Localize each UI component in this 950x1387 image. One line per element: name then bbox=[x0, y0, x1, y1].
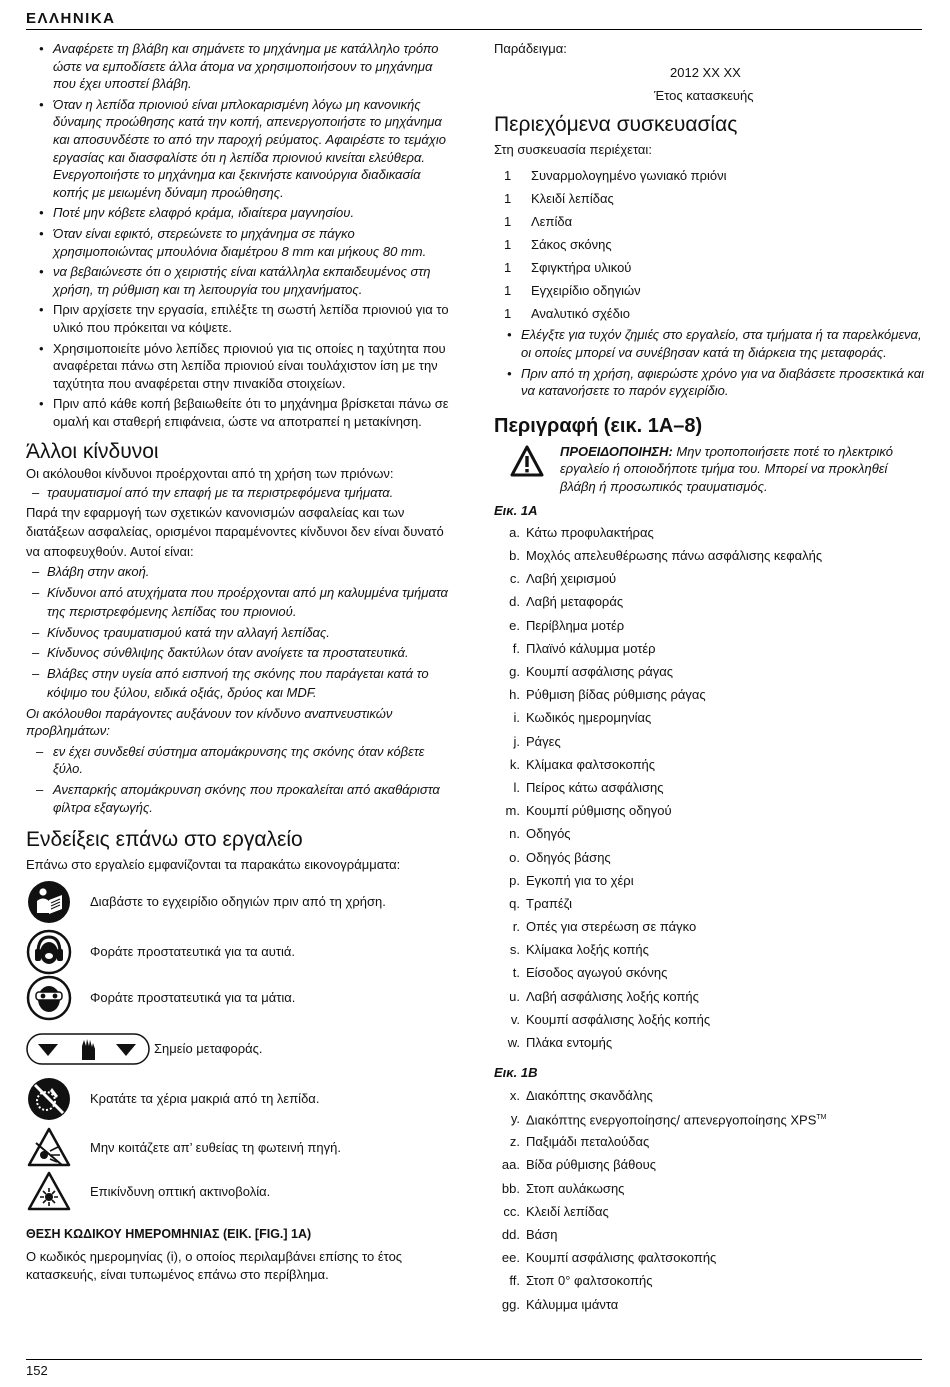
residual-risk-item: – Κίνδυνοι από ατυχήματα που προέρχονται από μη καλυμμένα τμήματα της περιστρεφόμενης λεπίδας του πριονιού. bbox=[32, 584, 448, 620]
parts-item-text: Διακόπτης ενεργοποίησης/ απενεργοποίησης XPS bbox=[526, 1112, 817, 1128]
parts-item-letter: ee. bbox=[501, 1250, 520, 1266]
package-item bbox=[494, 210, 924, 233]
parts-item-text: Κλειδί λεπίδας bbox=[526, 1203, 609, 1219]
parts-list-item bbox=[494, 1223, 924, 1246]
package-item bbox=[494, 164, 924, 187]
carry-point-icon bbox=[26, 1032, 150, 1066]
package-intro: Στη συσκευασία περιέχεται: bbox=[494, 141, 652, 157]
parts-item-name bbox=[526, 802, 672, 820]
right-column bbox=[494, 40, 924, 1316]
symbol-row bbox=[26, 1126, 456, 1170]
package-item-qty: 1 bbox=[504, 214, 512, 230]
parts-item-letter: y. bbox=[510, 1111, 520, 1127]
parts-item-text: Ράγες bbox=[526, 733, 561, 749]
parts-item-text: Κουμπί ασφάλισης λοξής κοπής bbox=[526, 1011, 711, 1027]
parts-list-item bbox=[494, 1246, 924, 1269]
package-bullet: • Ελέγξτε για τυχόν ζημιές στο εργαλείο, στα τμήματα ή τα παρελκόμενα, οι οποίες μπορεί να συνέβησαν κατά τη διάρκεια της μεταφοράς. bbox=[494, 326, 924, 361]
parts-item-letter: u. bbox=[509, 988, 520, 1004]
package-item-qty: 1 bbox=[504, 168, 512, 184]
residual-risk-item: – Κίνδυνος σύνθλιψης δακτύλων όταν ανοίγετε τα προστατευτικά. bbox=[32, 645, 409, 661]
symbol-text: Διαβάστε το εγχειρίδιο οδηγιών πριν από τη χρήση. bbox=[90, 894, 386, 910]
parts-item-letter: q. bbox=[509, 895, 520, 911]
parts-item-name bbox=[526, 756, 655, 774]
parts-list-item bbox=[494, 1200, 924, 1223]
safety-bullet: • Όταν είναι εφικτό, στερεώνετε το μηχάνημα σε πάγκο χρησιμοποιώντας μπουλόνια διαμέτρου 8 mm και μήκους 80 mm. bbox=[26, 225, 456, 260]
parts-item-text: Εγκοπή για το χέρι bbox=[526, 872, 634, 888]
safety-bullet: • Όταν η λεπίδα πριονιού είναι μπλοκαρισμένη λόγω μη κανονικής δύναμης προώθησης κατά την κοπή, απενεργοποιήστε το μηχάνημα και αποσυνδέστε το από την παροχή ρεύματος. Αφαιρέστε το τεμάχιο εργασίας και διασφαλίστε ότι η λεπίδα πριονιού κινείται ελεύθερα. Ενεργοποιήστε το μηχάνημα και ξεκινήστε καινούργια διαδικασία κοπής με μειωμένη δύναμη προώθησης. bbox=[26, 96, 456, 202]
parts-item-name bbox=[526, 1034, 612, 1052]
read-manual-icon bbox=[26, 879, 72, 925]
respiratory-factor-text: Ανεπαρκής απομάκρυνση σκόνης που προκαλείται από ακαθάριστα φίλτρα εξαγωγής. bbox=[53, 782, 440, 815]
markings-intro: Επάνω στο εργαλείο εμφανίζονται τα παρακάτω εικονογράμματα: bbox=[26, 857, 401, 873]
package-contents-heading: Περιεχόμενα συσκευασίας bbox=[494, 112, 738, 136]
parts-list-item bbox=[494, 1130, 924, 1153]
parts-item-name bbox=[526, 1133, 649, 1151]
parts-item-letter: cc. bbox=[503, 1203, 520, 1219]
parts-item-name bbox=[526, 1156, 656, 1174]
symbol-text: Μην κοιτάζετε απ’ ευθείας τη φωτεινή πηγή. bbox=[90, 1140, 341, 1156]
parts-list-item bbox=[494, 985, 924, 1008]
page-number: 152 bbox=[26, 1363, 48, 1378]
symbol-row bbox=[26, 1170, 456, 1214]
parts-item-text: Οδηγός bbox=[526, 826, 571, 842]
package-item-name: Κλειδί λεπίδας bbox=[531, 191, 614, 207]
parts-item-letter: p. bbox=[509, 872, 520, 888]
parts-item-text: Κωδικός ημερομηνίας bbox=[526, 710, 652, 726]
package-item-qty: 1 bbox=[504, 260, 512, 276]
parts-item-text: Διακόπτης σκανδάλης bbox=[526, 1087, 653, 1103]
safety-bullet: • Ποτέ μην κόβετε ελαφρό κράμα, ιδιαίτερα μαγνησίου. bbox=[26, 204, 456, 222]
left-column bbox=[26, 40, 456, 1284]
parts-list-item bbox=[494, 568, 924, 591]
example-code: 2012 XX XX bbox=[670, 64, 741, 80]
parts-item-text: Μοχλός απελευθέρωσης πάνω ασφάλισης κεφαλής bbox=[526, 548, 823, 564]
parts-item-letter: d. bbox=[509, 594, 520, 610]
parts-item-name bbox=[526, 593, 623, 611]
parts-item-name bbox=[526, 872, 634, 890]
parts-list-item bbox=[494, 869, 924, 892]
parts-item-letter: i. bbox=[513, 710, 520, 726]
residual-risk-item: – Βλάβες στην υγεία από εισπνοή της σκόνης που παράγεται κατά το κόψιμο του ξύλου, ειδικά οξιάς, δρύος και MDF. bbox=[32, 665, 429, 701]
parts-item-name bbox=[526, 547, 822, 565]
description-heading: Περιγραφή (εικ. 1A–8) bbox=[494, 414, 703, 437]
date-code-heading: ΘΕΣΗ ΚΩΔΙΚΟΥ ΗΜΕΡΟΜΗΝΙΑΣ (ΕΙΚ. [FIG.] 1A) bbox=[26, 1226, 312, 1241]
parts-list-item bbox=[494, 707, 924, 730]
parts-item-letter: gg. bbox=[501, 1296, 520, 1312]
parts-list-item bbox=[494, 846, 924, 869]
warning-text: ΠΡΟΕΙΔΟΠΟΙΗΣΗ: Μην τροποποιήσετε ποτέ το ηλεκτρικό εργαλείο ή οποιοδήποτε τμήμα του. Μπορεί να προκληθεί βλάβη ή προσωπικός τραυματισμός. bbox=[560, 443, 893, 494]
symbol-text: Φοράτε προστατευτικά για τα μάτια. bbox=[90, 990, 296, 1006]
parts-item-letter: c. bbox=[509, 571, 520, 587]
package-item-qty: 1 bbox=[504, 283, 512, 299]
symbol-row bbox=[26, 1076, 456, 1122]
safety-bullet: • να βεβαιώνεστε ότι ο χειριστής είναι κατάλληλα εκπαιδευμένος στη χρήση, τη ρύθμιση και τη λειτουργία του μηχανήματος. bbox=[26, 263, 456, 298]
parts-item-letter: g. bbox=[509, 664, 520, 680]
parts-list-item bbox=[494, 823, 924, 846]
package-item bbox=[494, 302, 924, 325]
parts-item-letter: ff. bbox=[509, 1273, 520, 1289]
symbol-row bbox=[26, 975, 456, 1021]
safety-bullet: • Πριν αρχίσετε την εργασία, επιλέξτε τη σωστή λεπίδα πριονιού για το υλικό που πρόκειται να κόψετε. bbox=[26, 301, 456, 336]
parts-item-name bbox=[526, 849, 611, 867]
parts-item-name bbox=[526, 1249, 716, 1267]
parts-item-name bbox=[526, 663, 673, 681]
safety-bullet: • Αναφέρετε τη βλάβη και σημάνετε το μηχάνημα με κατάλληλο τρόπο ώστε να εμποδίσετε άλλα άτομα να χρησιμοποιήσουν το μηχάνημα που έχει υποστεί βλάβη. bbox=[26, 40, 456, 93]
parts-list-item bbox=[494, 939, 924, 962]
parts-item-text: Πείρος κάτω ασφάλισης bbox=[526, 779, 664, 795]
parts-item-letter: x. bbox=[509, 1087, 520, 1103]
safety-bullet-list bbox=[26, 40, 456, 430]
parts-item-name bbox=[526, 733, 561, 751]
parts-item-text: Κουμπί ρύθμισης οδηγού bbox=[526, 803, 672, 819]
residual-risk-text: Κίνδυνος τραυματισμού κατά την αλλαγή λεπίδας. bbox=[47, 624, 330, 640]
parts-item-text: Βίδα ρύθμισης βάθους bbox=[526, 1157, 656, 1173]
parts-item-name bbox=[526, 988, 699, 1006]
parts-item-letter: o. bbox=[509, 849, 520, 865]
keep-hands-away-icon bbox=[26, 1076, 72, 1122]
parts-list-item bbox=[494, 1177, 924, 1200]
parts-list-item bbox=[494, 962, 924, 985]
symbol-text: Κρατάτε τα χέρια μακριά από τη λεπίδα. bbox=[90, 1091, 320, 1107]
parts-item-letter: w. bbox=[507, 1035, 520, 1051]
safety-bullet: • Χρησιμοποιείτε μόνο λεπίδες πριονιού για τις οποίες η ταχύτητα που αναφέρεται πάνω στη λεπίδα πριονιού είναι τουλάχιστον ίση με την ταχύτητα που αναφέρεται στην πινακίδα στοιχείων. bbox=[26, 340, 456, 393]
fig-1b-label: Εικ. 1B bbox=[494, 1065, 538, 1081]
respiratory-factors-intro: Οι ακόλουθοι παράγοντες αυξάνουν τον κίνδυνο αναπνευστικών προβλημάτων: bbox=[26, 705, 393, 739]
parts-item-name bbox=[526, 779, 664, 797]
package-item-name: Συναρμολογημένο γωνιακό πριόνι bbox=[531, 168, 727, 184]
parts-item-letter: bb. bbox=[501, 1180, 520, 1196]
parts-item-letter: dd. bbox=[501, 1226, 520, 1242]
parts-item-letter: b. bbox=[509, 548, 520, 564]
symbol-row bbox=[26, 929, 456, 975]
respiratory-factor-item: – εν έχει συνδεθεί σύστημα απομάκρυνσης της σκόνης όταν κόβετε ξύλο. bbox=[36, 743, 425, 777]
parts-item-letter: a. bbox=[509, 524, 520, 540]
parts-list-item bbox=[494, 614, 924, 637]
parts-item-letter: z. bbox=[509, 1134, 520, 1150]
example-label: Παράδειγμα: bbox=[494, 41, 567, 56]
residual-risk-text: Βλάβες στην υγεία από εισπνοή της σκόνης που παράγεται κατά το κόψιμο του ξύλου, ειδικά οξιάς, δρύος και MDF. bbox=[47, 665, 429, 701]
parts-item-text: Κάτω προφυλακτήρας bbox=[526, 524, 654, 540]
parts-item-letter: v. bbox=[510, 1011, 520, 1027]
package-bullet-list bbox=[494, 326, 924, 399]
ear-protection-icon bbox=[26, 929, 72, 975]
parts-item-text: Κουμπί ασφάλισης φαλτσοκοπής bbox=[526, 1250, 717, 1266]
parts-item-name bbox=[526, 1011, 710, 1029]
residual-risk-text: Βλάβη στην ακοή. bbox=[47, 564, 150, 580]
parts-list-item bbox=[494, 521, 924, 544]
parts-item-name bbox=[526, 617, 624, 635]
footer-rule bbox=[26, 1359, 922, 1360]
example-caption: Έτος κατασκευής bbox=[654, 88, 754, 104]
package-items-list bbox=[494, 164, 924, 325]
symbol-text: Επικίνδυνη οπτική ακτινοβολία. bbox=[90, 1184, 271, 1200]
parts-item-letter: m. bbox=[505, 803, 520, 819]
parts-item-letter: r. bbox=[512, 919, 520, 935]
residual-risks-list bbox=[26, 562, 456, 703]
parts-item-letter: l. bbox=[513, 779, 520, 795]
symbol-text: Φοράτε προστατευτικά για τα αυτιά. bbox=[90, 944, 296, 960]
residual-risk-item: – Βλάβη στην ακοή. bbox=[32, 564, 150, 580]
parts-item-name bbox=[526, 1296, 618, 1314]
parts-item-name bbox=[526, 709, 651, 727]
respiratory-factor-item: – Ανεπαρκής απομάκρυνση σκόνης που προκαλείται από ακαθάριστα φίλτρα εξαγωγής. bbox=[36, 782, 440, 815]
parts-item-name bbox=[526, 941, 649, 959]
safety-bullet: • Πριν από κάθε κοπή βεβαιωθείτε ότι το μηχάνημα βρίσκεται πάνω σε ομαλή και σταθερή επιφάνεια, ώστε να αποτραπεί η μετακίνηση. bbox=[26, 395, 456, 430]
respiratory-factors-list bbox=[26, 743, 456, 816]
parts-item-text: Είσοδος αγωγού σκόνης bbox=[526, 965, 668, 981]
package-item bbox=[494, 256, 924, 279]
parts-item-name bbox=[526, 918, 696, 936]
optical-radiation-icon bbox=[26, 1169, 72, 1215]
parts-list-item bbox=[494, 730, 924, 753]
other-risks-dash-item: – τραυματισμοί από την επαφή με τα περιστρεφόμενα τμήματα. bbox=[32, 485, 394, 501]
other-risks-heading: Άλλοι κίνδυνοι bbox=[26, 440, 159, 464]
parts-item-name bbox=[526, 964, 667, 982]
parts-item-text: Κλίμακα λοξής κοπής bbox=[526, 942, 649, 958]
markings-heading: Ενδείξεις επάνω στο εργαλείο bbox=[26, 828, 303, 852]
parts-item-name bbox=[526, 524, 654, 542]
other-risks-intro: Οι ακόλουθοι κίνδυνοι προέρχονται από τη χρήση των πριόνων: bbox=[26, 466, 394, 482]
package-item-qty: 1 bbox=[504, 237, 512, 253]
parts-item-text: Πλαϊνό κάλυμμα μοτέρ bbox=[526, 640, 656, 656]
residual-risk-text: Κίνδυνοι από ατυχήματα που προέρχονται από μη καλυμμένα τμήματα της περιστρεφόμενης λεπίδας του πριονιού. bbox=[47, 584, 448, 620]
parts-item-name bbox=[526, 1203, 609, 1221]
package-item bbox=[494, 233, 924, 256]
parts-item-name bbox=[526, 1272, 653, 1290]
parts-item-text: Ρύθμιση βίδας ρύθμισης ράγας bbox=[526, 687, 706, 703]
parts-item-letter: aa. bbox=[501, 1157, 520, 1173]
parts-item-letter: h. bbox=[509, 687, 520, 703]
parts-list-item bbox=[494, 799, 924, 822]
package-item bbox=[494, 279, 924, 302]
language-header: ΕΛΛΗΝΙΚΑ bbox=[26, 10, 116, 27]
parts-list-item bbox=[494, 892, 924, 915]
parts-item-name bbox=[526, 640, 656, 658]
parts-item-text: Τραπέζι bbox=[526, 895, 573, 911]
residual-risk-text: Κίνδυνος σύνθλιψης δακτύλων όταν ανοίγετε τα προστατευτικά. bbox=[47, 645, 409, 661]
parts-list-item bbox=[494, 1293, 924, 1316]
package-item bbox=[494, 187, 924, 210]
parts-item-letter: n. bbox=[509, 826, 520, 842]
parts-item-text: Στοπ αυλάκωσης bbox=[526, 1180, 625, 1196]
fig-1a-parts-list bbox=[494, 521, 924, 1054]
package-item-name: Εγχειρίδιο οδηγιών bbox=[531, 283, 641, 299]
parts-list-item bbox=[494, 660, 924, 683]
parts-item-text: Πλάκα εντομής bbox=[526, 1035, 613, 1051]
parts-item-letter: f. bbox=[512, 640, 520, 656]
parts-item-text: Οδηγός βάσης bbox=[526, 849, 611, 865]
parts-item-name bbox=[526, 570, 616, 588]
parts-list-item bbox=[494, 1270, 924, 1293]
symbol-row bbox=[26, 1032, 456, 1066]
parts-list-item bbox=[494, 753, 924, 776]
no-stare-light-icon bbox=[26, 1125, 72, 1171]
parts-item-name bbox=[526, 686, 706, 704]
parts-item-letter: t. bbox=[512, 965, 520, 981]
parts-item-text: Λαβή μεταφοράς bbox=[526, 594, 624, 610]
parts-item-text: Λαβή ασφάλισης λοξής κοπής bbox=[526, 988, 699, 1004]
parts-item-text: Κάλυμμα ιμάντα bbox=[526, 1296, 619, 1312]
parts-item-name bbox=[526, 1087, 653, 1105]
parts-list-item bbox=[494, 915, 924, 938]
header-rule bbox=[26, 29, 922, 30]
parts-item-name bbox=[526, 895, 572, 913]
residual-risk-item: – Κίνδυνος τραυματισμού κατά την αλλαγή λεπίδας. bbox=[32, 624, 330, 640]
package-item-name: Λεπίδα bbox=[531, 214, 573, 230]
fig-1b-parts-list bbox=[494, 1084, 924, 1316]
package-item-name: Σφιγκτήρα υλικού bbox=[531, 260, 632, 276]
trademark-sup: TM bbox=[816, 1113, 827, 1121]
parts-item-letter: e. bbox=[509, 617, 520, 633]
fig-1a-label: Εικ. 1A bbox=[494, 502, 538, 518]
symbol-list bbox=[26, 879, 456, 1214]
parts-item-letter: s. bbox=[509, 942, 520, 958]
package-item-qty: 1 bbox=[504, 306, 512, 322]
parts-list-item bbox=[494, 591, 924, 614]
package-item-qty: 1 bbox=[504, 191, 512, 207]
package-item-name: Αναλυτικό σχέδιο bbox=[531, 306, 630, 322]
parts-item-text: Στοπ 0° φαλτσοκοπής bbox=[526, 1273, 653, 1289]
parts-item-text: Περίβλημα μοτέρ bbox=[526, 617, 625, 633]
parts-item-text: Κουμπί ασφάλισης ράγας bbox=[526, 664, 674, 680]
parts-list-item bbox=[494, 544, 924, 567]
residual-risks-paragraph: Παρά την εφαρμογή των σχετικών κανονισμών ασφαλείας και των διατάξεων ασφαλείας, ορισμένοι παραμένοντες κίνδυνοι δεν είναι δυνατό να αποφευχθούν. Αυτοί είναι: bbox=[26, 504, 444, 559]
warning-triangle-icon bbox=[510, 445, 544, 477]
parts-item-name bbox=[526, 825, 571, 843]
parts-item-text: Οπές για στερέωση σε πάγκο bbox=[526, 919, 697, 935]
parts-list-item bbox=[494, 637, 924, 660]
parts-list-item bbox=[494, 1107, 924, 1130]
symbol-text: Σημείο μεταφοράς. bbox=[154, 1041, 263, 1057]
symbol-row bbox=[26, 879, 456, 925]
parts-item-letter: k. bbox=[509, 756, 520, 772]
parts-list-item bbox=[494, 1031, 924, 1054]
parts-list-item bbox=[494, 1154, 924, 1177]
parts-list-item bbox=[494, 1084, 924, 1107]
parts-item-text: Παξιμάδι πεταλούδας bbox=[526, 1134, 650, 1150]
parts-item-text: Βάση bbox=[526, 1226, 558, 1242]
date-code-text: Ο κωδικός ημερομηνίας (i), ο οποίος περιλαμβάνει επίσης το έτος κατασκευής, είναι τυπωμένος επάνω στο περίβλημα. bbox=[26, 1249, 403, 1282]
parts-list-item bbox=[494, 776, 924, 799]
package-bullet: • Πριν από τη χρήση, αφιερώστε χρόνο για να διαβάσετε προσεκτικά και να κατανοήσετε το παρόν εγχειρίδιο. bbox=[494, 365, 924, 400]
package-item-name: Σάκος σκόνης bbox=[531, 237, 612, 253]
parts-list-item bbox=[494, 1008, 924, 1031]
parts-item-text: Λαβή χειρισμού bbox=[526, 571, 617, 587]
parts-item-name bbox=[526, 1109, 827, 1129]
parts-item-name bbox=[526, 1226, 557, 1244]
parts-list-item bbox=[494, 683, 924, 706]
parts-item-letter: j. bbox=[513, 733, 520, 749]
parts-item-text: Κλίμακα φαλτσοκοπής bbox=[526, 756, 656, 772]
respiratory-factor-text: εν έχει συνδεθεί σύστημα απομάκρυνσης της σκόνης όταν κόβετε ξύλο. bbox=[53, 743, 425, 777]
parts-item-name bbox=[526, 1180, 624, 1198]
eye-protection-icon bbox=[26, 975, 72, 1021]
warning-block bbox=[494, 443, 924, 496]
